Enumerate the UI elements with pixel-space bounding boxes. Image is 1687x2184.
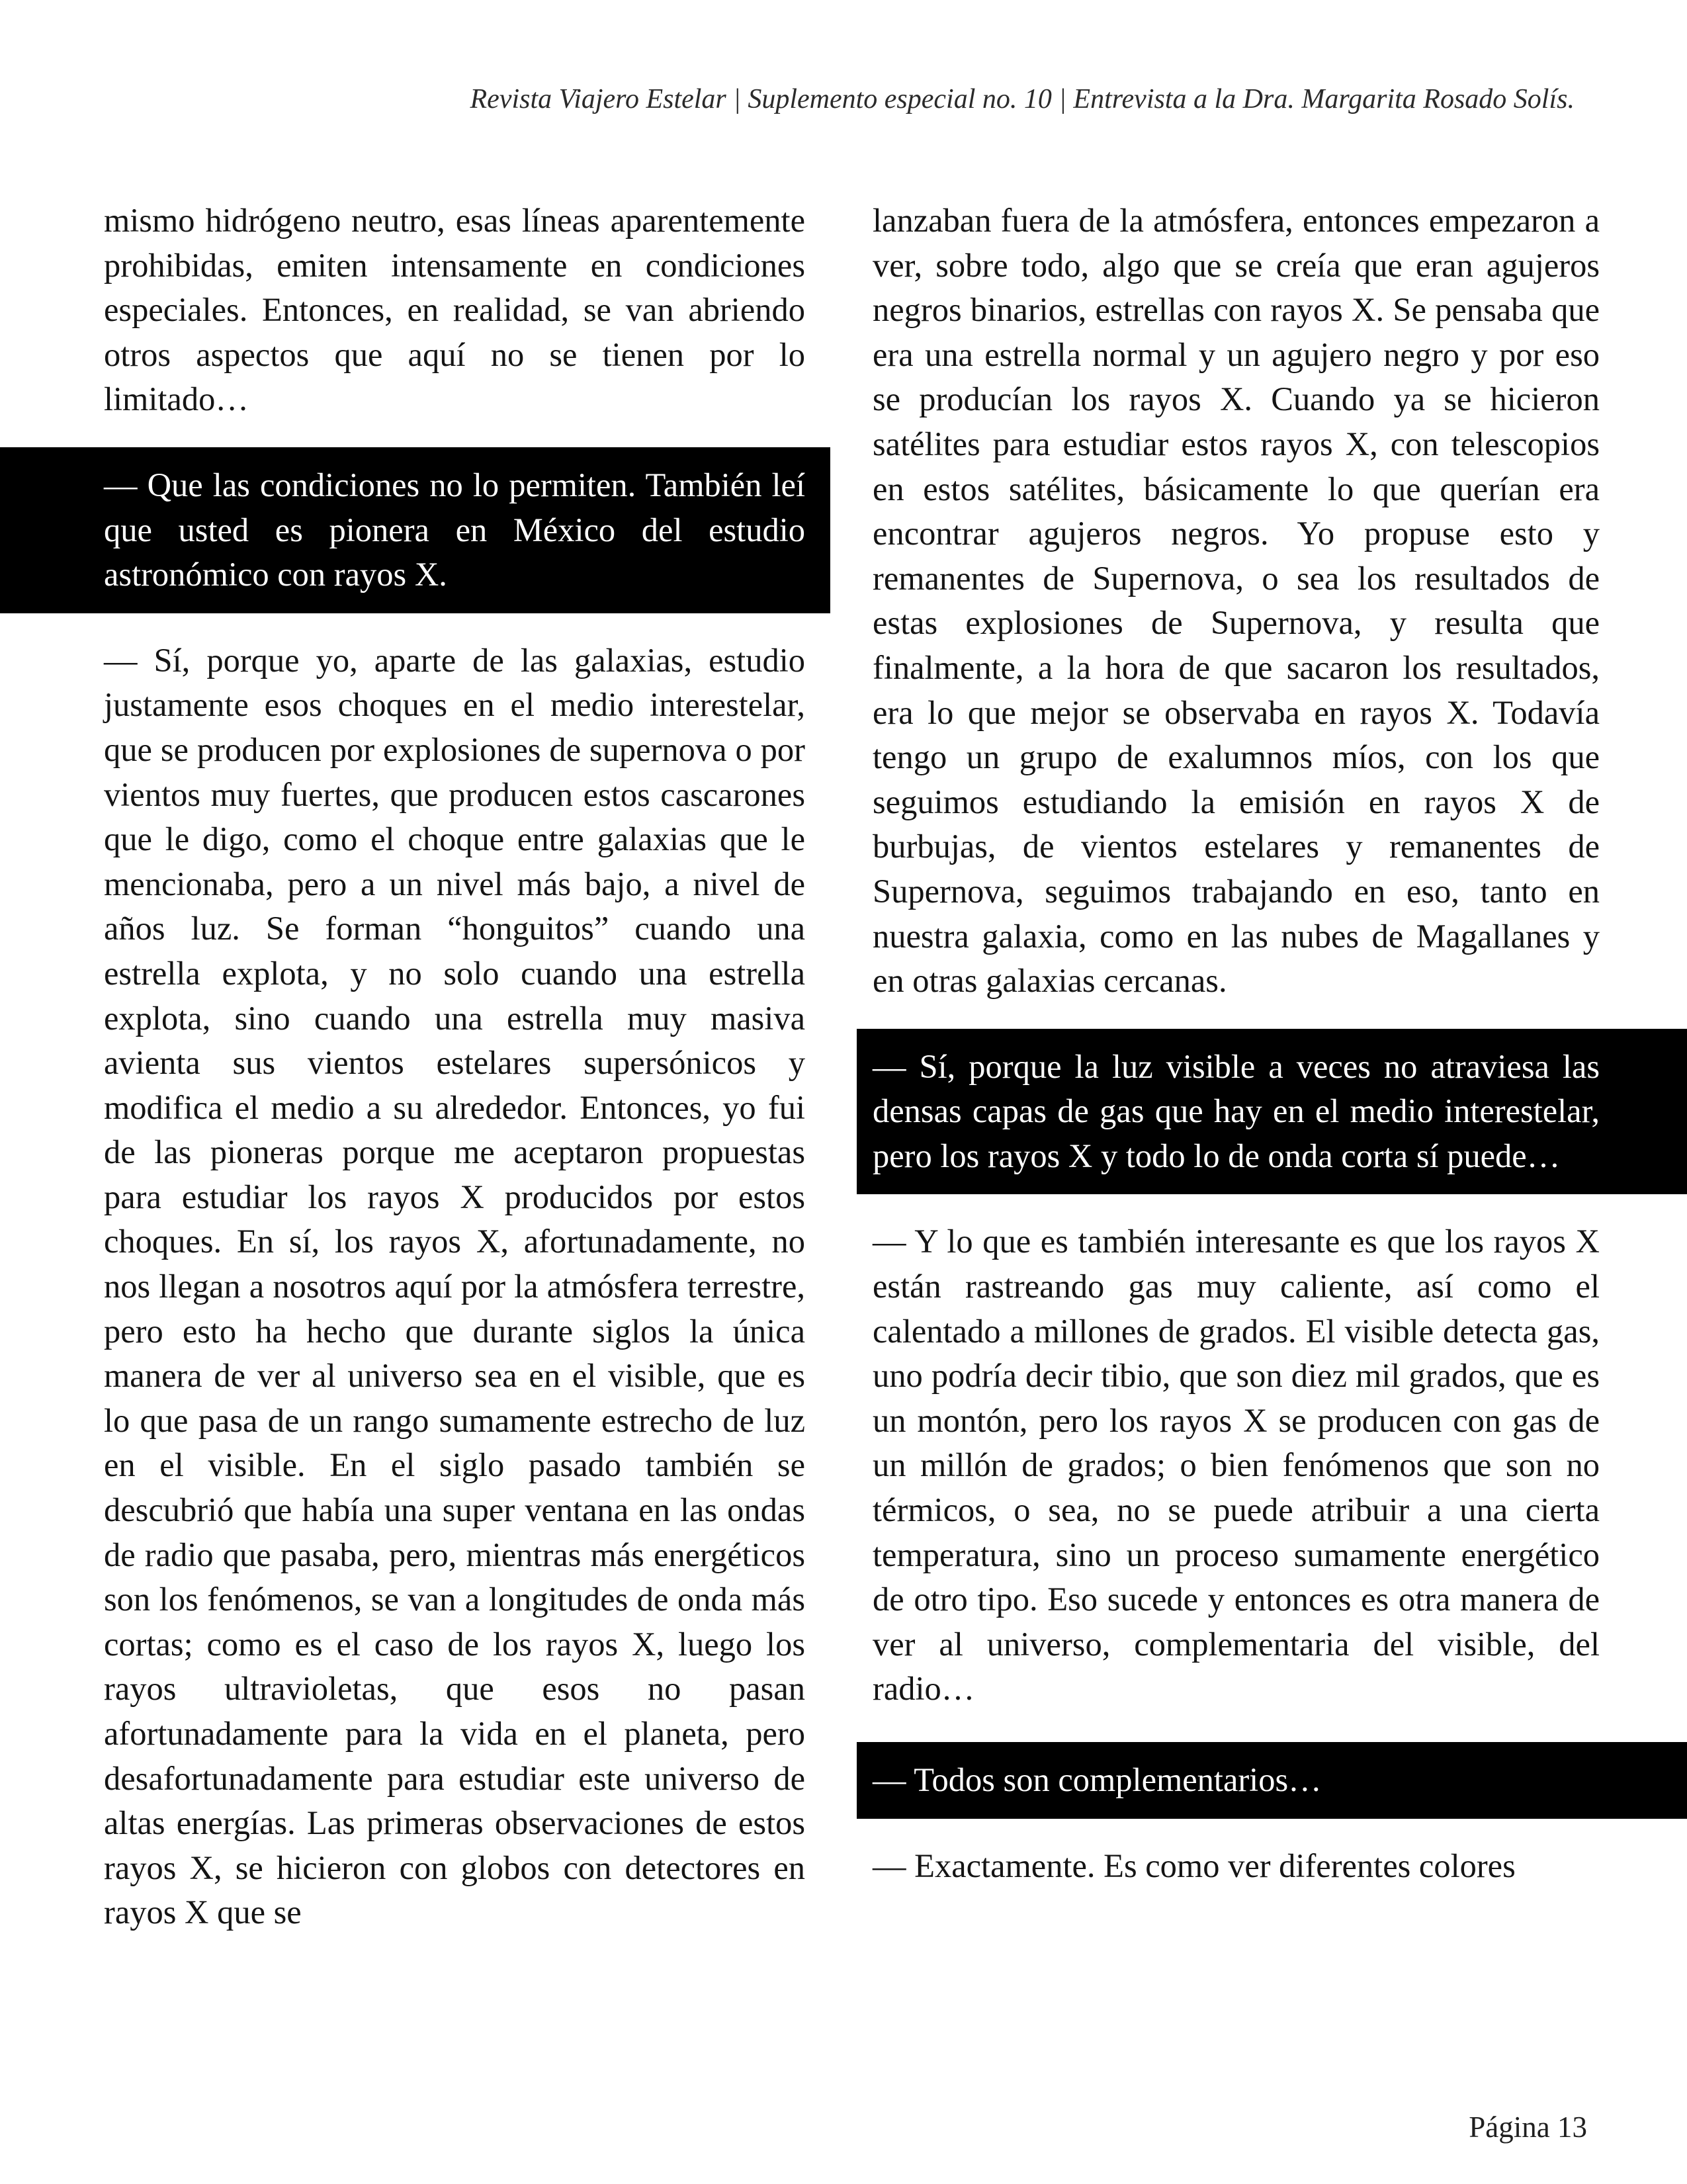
answer-paragraph: mismo hidrógeno neutro, esas líneas aparentemente prohibidas, emiten intensamente en condiciones especiales. Entonces, en realidad, se van abriendo otros aspectos que aquí no se tienen por lo limitado… bbox=[104, 202, 805, 418]
interviewer-question: — Todos son complementarios… bbox=[873, 1761, 1322, 1798]
interviewer-question-box bbox=[0, 447, 830, 613]
interviewer-question-box bbox=[857, 1029, 1687, 1195]
interviewer-question: — Que las condiciones no lo permiten. También leí que usted es pionera en México del estudio astronómico con rayos X. bbox=[104, 466, 805, 593]
page-number: Página 13 bbox=[1469, 2111, 1587, 2144]
interviewer-question: — Sí, porque la luz visible a veces no atraviesa las densas capas de gas que hay en el medio interestelar, pero los rayos X y todo lo de onda corta sí puede… bbox=[873, 1047, 1600, 1174]
interviewer-question-box bbox=[857, 1742, 1687, 1819]
answer-paragraph: lanzaban fuera de la atmósfera, entonces empezaron a ver, sobre todo, algo que se creía que eran agujeros negros binarios, estrellas con rayos X. Se pensaba que era una estrella normal y un agujero negro y por eso se producían los rayos X. Cuando ya se hicieron satélites para estudiar estos rayos X, con telescopios en estos satélites, básicamente lo que querían era encontrar agujeros negros. Yo propuse esto y remanentes de Supernova, o sea los resultados de estas explosiones de Supernova, y resulta que finalmente, a la hora de que sacaron los resultados, era lo que mejor se observaba en rayos X. Todavía tengo un grupo de exalumnos míos, con los que seguimos estudiando la emisión en rayos X de burbujas, de vientos estelares y remanentes de Supernova, seguimos trabajando en eso, tanto en nuestra galaxia, como en las nubes de Magallanes y en otras galaxias cercanas. bbox=[873, 202, 1600, 1000]
answer-paragraph: — Y lo que es también interesante es que los rayos X están rastreando gas muy caliente, así como el calentado a millones de grados. El visible detecta gas, uno podría decir tibio, que son diez mil grados, que es un montón, pero los rayos X se producen con gas de un millón de grados; o bien fenómenos que son no térmicos, o sea, no se puede atribuir a una cierta temperatura, sino un proceso sumamente energético de otro tipo. Eso sucede y entonces es otra manera de ver al universo, complementaria del visible, del radio… bbox=[873, 1223, 1600, 1708]
right-column bbox=[857, 198, 1687, 1888]
running-header: Revista Viajero Estelar | Suplemento especial no. 10 | Entrevista a la Dra. Margarita Rosado Solís. bbox=[470, 84, 1575, 114]
left-column bbox=[0, 198, 805, 1935]
answer-paragraph: — Sí, porque yo, aparte de las galaxias, estudio justamente esos choques en el medio interestelar, que se producen por explosiones de supernova o por vientos muy fuertes, que producen estos cascarones que le digo, como el choque entre galaxias que le mencionaba, pero a un nivel más bajo, a nivel de años luz. Se forman “honguitos” cuando una estrella explota, y no solo cuando una estrella explota, sino cuando una estrella muy masiva avienta sus vientos estelares supersónicos y modifica el medio a su alrededor. Entonces, yo fui de las pioneras porque me aceptaron propuestas para estudiar los rayos X producidos por estos choques. En sí, los rayos X, afortunadamente, no nos llegan a nosotros aquí por la atmósfera terrestre, pero esto ha hecho que durante siglos la única manera de ver al universo sea en el visible, que es lo que pasa de un rango sumamente estrecho de luz en el visible. En el siglo pasado también se descubrió que había una super ventana en las ondas de radio que pasaba, pero, mientras más energéticos son los fenómenos, se van a longitudes de onda más cortas; como es el caso de los rayos X, luego los rayos ultravioletas, que esos no pasan afortunadamente para la vida en el planeta, pero desafortunadamente para estudiar este universo de altas energías. Las primeras observaciones de estos rayos X, se hicieron con globos con detectores en rayos X que se bbox=[104, 641, 805, 1931]
answer-paragraph: — Exactamente. Es como ver diferentes colores bbox=[873, 1847, 1516, 1884]
